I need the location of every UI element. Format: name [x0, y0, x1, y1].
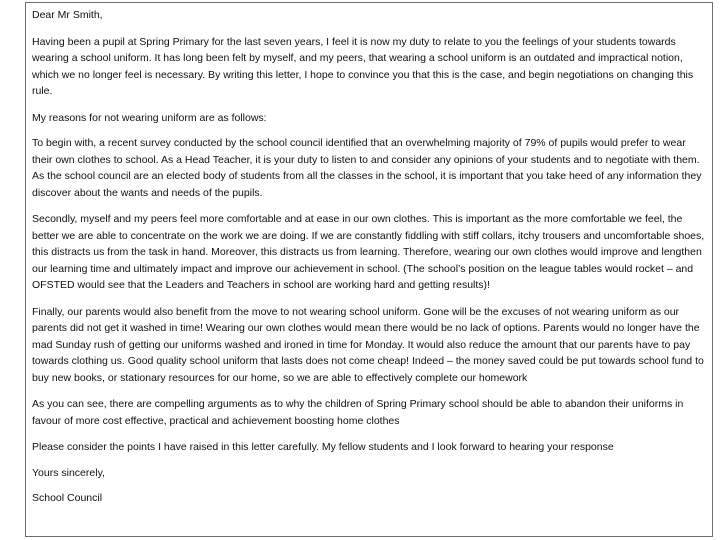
letter-page	[25, 2, 713, 537]
paragraph-reasons-heading: My reasons for not wearing uniform are as follows:	[32, 111, 267, 124]
signature: School Council	[32, 492, 103, 504]
paragraph-conclusion: As you can see, there are compelling arguments as to why the children of Spring Primary school should be able to abandon their uniforms in favour of more cost effective, practical and achievement boosting home clothes	[32, 398, 684, 427]
paragraph-intro: Having been a pupil at Spring Primary for the last seven years, I feel it is now my duty to relate to you the feelings of your students towards wearing a school uniform. It has long been felt by myself, and my peers, that wearing a school uniform is an outdated and impractical notion, which we no longer feel is necessary. By writing this letter, I hope to convince you that this is the case, and begin negotiations on changing this rule.	[32, 35, 694, 97]
paragraph-survey: To begin with, a recent survey conducted by the school council identified that an overwhelming majority of 79% of pupils would prefer to wear their own clothes to school. As a Head Teacher, it is your duty to listen to and consider any opinions of your students and to negotiate with them. As the school council are an elected body of students from all the classes in the school, it is important that you take heed of any information they discover about the wants and needs of the pupils.	[32, 137, 702, 199]
closing: Yours sincerely,	[32, 466, 105, 479]
salutation: Dear Mr Smith,	[32, 9, 103, 21]
paragraph-comfort: Secondly, myself and my peers feel more comfortable and at ease in our own clothes. This is important as the more comfortable we feel, the better we are able to concentrate on the work we are doing. If we are constantly fiddling with stiff collars, itchy trousers and uncomfortable shoes, this distracts us from the task in hand. Moreover, this distracts us from learning. Therefore, wearing our own clothes would improve and lengthen our learning time and ultimately impact and improve our achievement in school. (The school’s position on the league tables would rocket – and OFSTED would see that the Leaders and Teachers in school are working hard and getting results)!	[32, 213, 705, 291]
paragraph-parents: Finally, our parents would also benefit from the move to not wearing school uniform. Gone will be the excuses of not wearing uniform as our parents did not get it washed in time! Wearing our own clothes would mean there would be no lack of options. Parents would no longer have the mad Sunday rush of getting our uniforms washed and ironed in time for Monday. It would also reduce the amount that our parents have to pay towards clothing us. Good quality school uniform that lasts does not come cheap! Indeed – the money saved could be put towards school fund to buy new books, or stationary resources for our home, so we are able to effectively complete our homework	[32, 305, 704, 384]
paragraph-request: Please consider the points I have raised in this letter carefully. My fellow students and I look forward to hearing your response	[32, 441, 614, 453]
